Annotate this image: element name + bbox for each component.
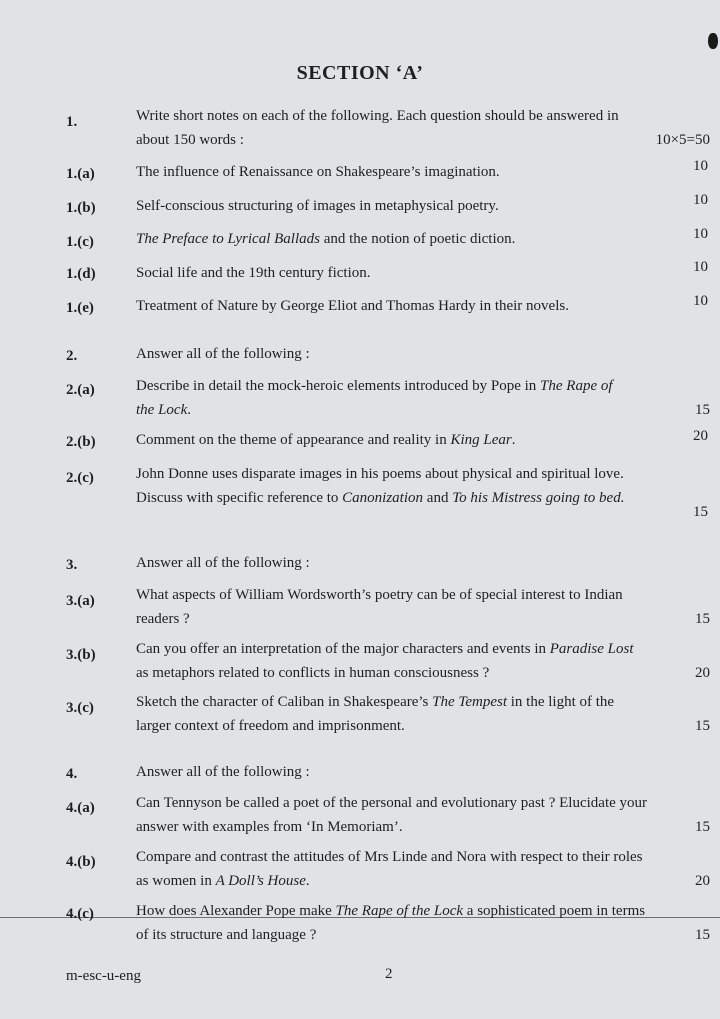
question-text: The influence of Renaissance on Shakespeare’s imagination. <box>136 164 500 180</box>
marks: 15 <box>695 718 710 734</box>
question-number: 1. <box>66 114 78 130</box>
question-text: Write short notes on each of the following. Each question should be answered in about 150 words : 10×5=50 <box>136 104 710 152</box>
question-text: John Donne uses disparate images in his poems about physical and spiritual love. Discuss with specific reference to Canonization and To his Mistress going to bed. <box>136 466 625 506</box>
marks: 10 <box>693 226 708 242</box>
question-number: 2.(b) <box>66 434 96 450</box>
marks: 15 <box>695 611 710 627</box>
question-number: 3.(a) <box>66 593 95 609</box>
question-number: 1.(c) <box>66 234 94 250</box>
marks: 10 <box>693 192 708 208</box>
question-number: 1.(d) <box>66 266 96 282</box>
question-text: What aspects of William Wordsworth’s poetry can be of special interest to Indian readers ? 15 <box>136 583 710 631</box>
page-number: 2 <box>385 966 393 982</box>
paper-code: m-esc-u-eng <box>66 968 141 984</box>
question-number: 3. <box>66 557 78 573</box>
question-text: Answer all of the following : <box>136 764 310 780</box>
question-number: 1.(a) <box>66 166 95 182</box>
marks: 20 <box>695 665 710 681</box>
question-text: The Preface to Lyrical Ballads and the notion of poetic diction. <box>136 231 516 247</box>
marks: 20 <box>693 428 708 444</box>
question-number: 1.(e) <box>66 300 94 316</box>
question-number: 4.(b) <box>66 854 96 870</box>
question-text: Comment on the theme of appearance and reality in King Lear. <box>136 432 516 448</box>
question-text: How does Alexander Pope make The Rape of the Lock a sophisticated poem in terms of its structure and language ? 15 <box>136 899 710 947</box>
marks: 20 <box>695 873 710 889</box>
marks: 10 <box>693 259 708 275</box>
question-number: 2.(c) <box>66 470 94 486</box>
marks: 15 <box>693 504 708 520</box>
marks: 10 <box>693 293 708 309</box>
question-text: Sketch the character of Caliban in Shakespeare’s The Tempest in the light of the larger context of freedom and imprisonment. 15 <box>136 690 710 738</box>
marks: 10 <box>693 158 708 174</box>
question-number: 2. <box>66 348 78 364</box>
marks: 15 <box>695 819 710 835</box>
marks: 15 <box>695 402 710 418</box>
question-text: Social life and the 19th century fiction. <box>136 265 371 281</box>
question-number: 4.(a) <box>66 800 95 816</box>
question-text: Can you offer an interpretation of the major characters and events in Paradise Lost as metaphors related to conflicts in human consciousness ? 20 <box>136 637 710 685</box>
marks: 15 <box>695 927 710 943</box>
marks: 10×5=50 <box>655 132 710 148</box>
ink-blot <box>708 33 718 49</box>
question-number: 2.(a) <box>66 382 95 398</box>
question-text: Treatment of Nature by George Eliot and Thomas Hardy in their novels. <box>136 298 569 314</box>
question-text: Answer all of the following : <box>136 555 310 571</box>
question-number: 1.(b) <box>66 200 96 216</box>
question-text: Compare and contrast the attitudes of Mrs Linde and Nora with respect to their roles as women in A Doll’s House. 20 <box>136 845 710 893</box>
question-text: Answer all of the following : <box>136 346 310 362</box>
question-text: Self-conscious structuring of images in metaphysical poetry. <box>136 198 499 214</box>
question-number: 4. <box>66 766 78 782</box>
question-text: Can Tennyson be called a poet of the personal and evolutionary past ? Elucidate your answer with examples from ‘In Memoriam’. 15 <box>136 791 710 839</box>
question-number: 3.(b) <box>66 647 96 663</box>
section-title: SECTION ‘A’ <box>296 62 424 84</box>
question-number: 4.(c) <box>66 906 94 922</box>
question-number: 3.(c) <box>66 700 94 716</box>
question-text: Describe in detail the mock-heroic elements introduced by Pope in The Rape of the Lock. 15 <box>136 374 710 422</box>
